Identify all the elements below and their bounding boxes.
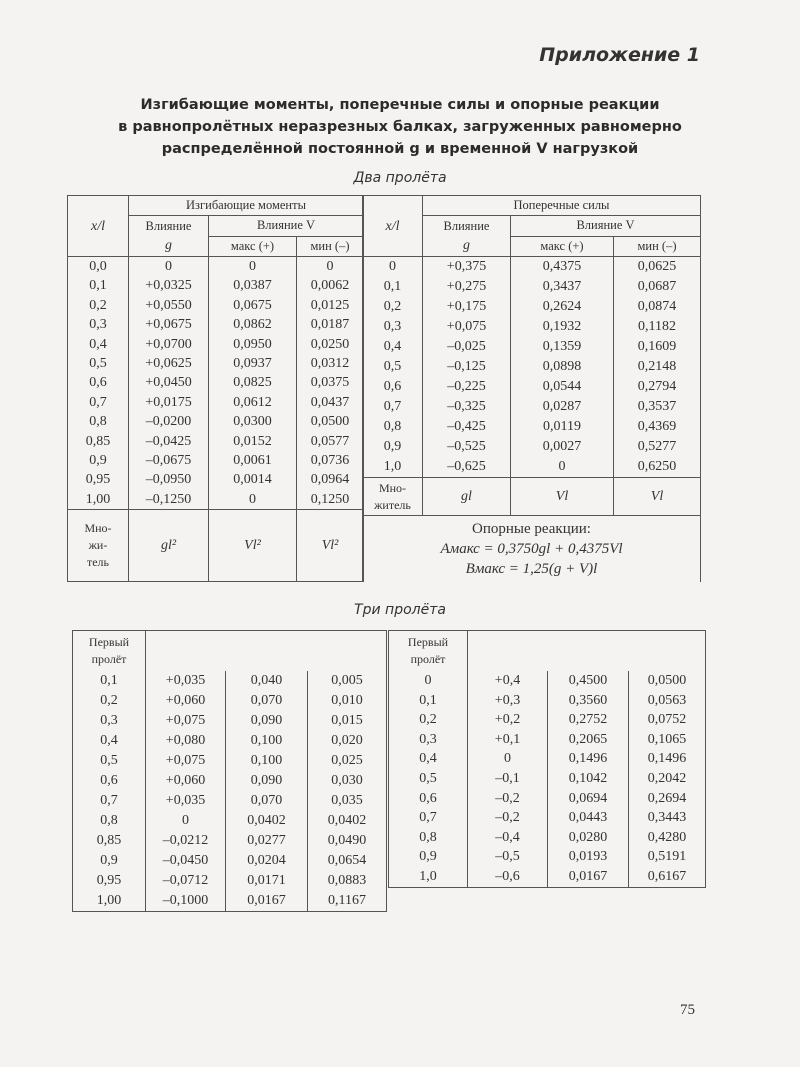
table-cell: 0,1496	[629, 749, 706, 769]
two-span-shear-table	[362, 195, 701, 582]
table-cell: 0,6	[73, 771, 146, 791]
table-cell: 0,2	[68, 296, 129, 315]
table-cell: –0,1	[468, 769, 548, 789]
table-cell: 0,015	[308, 711, 387, 731]
table-cell: 0,1250	[297, 490, 364, 510]
table-cell: 0,0277	[226, 831, 308, 851]
table-cell: 0,5	[389, 769, 468, 789]
table-cell: 0,8	[73, 811, 146, 831]
table-cell: 0,035	[308, 791, 387, 811]
table-cell: 0,4369	[614, 417, 701, 437]
table-cell: 0,0167	[226, 891, 308, 912]
table-cell: –0,0712	[146, 871, 226, 891]
table-cell: 0,4	[68, 335, 129, 354]
table-cell: 0,4	[73, 731, 146, 751]
multiplier-value: Vl²	[297, 510, 364, 582]
table-row	[73, 691, 387, 711]
table-cell: +0,0675	[129, 315, 209, 334]
col-x: x/l	[68, 196, 129, 257]
title-line: Изгибающие моменты, поперечные силы и опорные реакции	[140, 97, 660, 113]
table-cell: 0,2065	[548, 730, 629, 750]
table-cell: 0,030	[308, 771, 387, 791]
table-cell: 0,3437	[511, 277, 614, 297]
table-row	[363, 397, 701, 417]
table-cell: 0,9	[363, 437, 423, 457]
col-min: мин (–)	[297, 236, 364, 257]
table-cell: 0,0204	[226, 851, 308, 871]
multiplier-label: Мно- жи- тель	[68, 510, 129, 582]
table-cell: –0,0950	[129, 470, 209, 489]
table-cell: 0,0500	[629, 671, 706, 691]
table-cell: 1,0	[389, 867, 468, 887]
table-cell: 0,4280	[629, 828, 706, 848]
table-cell: –0,0425	[129, 432, 209, 451]
table-cell: +0,175	[423, 297, 511, 317]
table-cell: 0,0193	[548, 847, 629, 867]
table-cell: 0,0694	[548, 789, 629, 809]
table-cell: 0,090	[226, 771, 308, 791]
table-cell: 0,0950	[209, 335, 297, 354]
table-cell: 0,1182	[614, 317, 701, 337]
title-line: распределённой постоянной g и временной V нагрузкой	[161, 141, 639, 157]
table-row	[68, 393, 364, 412]
table-cell: 0,0119	[511, 417, 614, 437]
table-cell: 0	[209, 257, 297, 277]
table-row	[68, 257, 364, 277]
table-cell: 0,100	[226, 751, 308, 771]
table-cell: 0	[468, 749, 548, 769]
table-cell: 0,025	[308, 751, 387, 771]
table-cell: –0,525	[423, 437, 511, 457]
table-row	[68, 412, 364, 431]
table-cell: +0,0450	[129, 373, 209, 392]
table-cell: 0	[146, 811, 226, 831]
table-row	[73, 891, 387, 912]
table-cell: +0,035	[146, 791, 226, 811]
table-cell: 0,4	[363, 337, 423, 357]
table-cell: 0,0443	[548, 808, 629, 828]
table-cell: 0,0563	[629, 691, 706, 711]
table-cell: 0,0544	[511, 377, 614, 397]
table-cell: 0,0437	[297, 393, 364, 412]
table-cell: 1,00	[73, 891, 146, 912]
table-cell: 0	[209, 490, 297, 510]
table-cell: 0,1065	[629, 730, 706, 750]
multiplier-value: gl	[423, 478, 511, 516]
table-cell: 0,0874	[614, 297, 701, 317]
table-cell: 0,0062	[297, 276, 364, 295]
table-cell: 0,8	[363, 417, 423, 437]
col-max: макс (+)	[511, 236, 614, 257]
table-cell: 1,00	[68, 490, 129, 510]
page-number: 75	[680, 1002, 695, 1018]
table-cell: 0,0490	[308, 831, 387, 851]
table-cell: +0,2	[468, 710, 548, 730]
table-cell: –0,2	[468, 789, 548, 809]
table-cell: +0,075	[423, 317, 511, 337]
table-row	[73, 811, 387, 831]
table-cell: 0,0612	[209, 393, 297, 412]
table-cell: 0,7	[73, 791, 146, 811]
table-row	[363, 337, 701, 357]
table-cell: –0,0450	[146, 851, 226, 871]
table-cell: 0,6	[363, 377, 423, 397]
table-cell: 0,2148	[614, 357, 701, 377]
table-cell: 0,2	[73, 691, 146, 711]
table-cell: 0,090	[226, 711, 308, 731]
table-cell: 0,4375	[511, 257, 614, 278]
table-cell: –0,1000	[146, 891, 226, 912]
table-cell: 0,1	[389, 691, 468, 711]
title-line: в равнопролётных неразрезных балках, загруженных равномерно	[118, 119, 682, 135]
table-cell: 0,0387	[209, 276, 297, 295]
table-cell: +0,275	[423, 277, 511, 297]
table-row	[73, 711, 387, 731]
table-cell: 0,5277	[614, 437, 701, 457]
table-cell: 0,85	[68, 432, 129, 451]
table-cell: 0,3560	[548, 691, 629, 711]
table-cell: +0,075	[146, 751, 226, 771]
table-cell: 0,3443	[629, 808, 706, 828]
table-cell: 0,0625	[614, 257, 701, 278]
table-cell: 0,95	[68, 470, 129, 489]
table-cell: 0,85	[73, 831, 146, 851]
table-cell: 0,1	[68, 276, 129, 295]
table-row	[363, 377, 701, 397]
multiplier-value: Vl	[511, 478, 614, 516]
table-row	[73, 851, 387, 871]
table-row	[68, 470, 364, 489]
table-cell: 0,0964	[297, 470, 364, 489]
multiplier-label: Мно- житель	[363, 478, 423, 516]
table-cell: 0,005	[308, 671, 387, 691]
table-row	[389, 789, 706, 809]
col-v: Влияние V	[209, 216, 364, 237]
col-x: Первый пролёт	[389, 631, 468, 672]
table-cell: –0,025	[423, 337, 511, 357]
table-cell: 0,0312	[297, 354, 364, 373]
table-cell: 0,5	[73, 751, 146, 771]
table-row	[68, 373, 364, 392]
table-cell: 0,8	[389, 828, 468, 848]
table-cell: +0,1	[468, 730, 548, 750]
table-row	[363, 437, 701, 457]
table-cell: 0,1359	[511, 337, 614, 357]
table-cell: 0,0187	[297, 315, 364, 334]
multiplier-value: Vl	[614, 478, 701, 516]
table-cell: 0,2042	[629, 769, 706, 789]
page-title	[0, 94, 800, 160]
table-cell: 0	[389, 671, 468, 691]
table-cell: 0,0736	[297, 451, 364, 470]
table-cell: 0,0280	[548, 828, 629, 848]
table-cell: 0,3	[68, 315, 129, 334]
table-cell: 0,2794	[614, 377, 701, 397]
table-cell: –0,0675	[129, 451, 209, 470]
table-cell: –0,0200	[129, 412, 209, 431]
table-cell: +0,080	[146, 731, 226, 751]
table-cell: 0,7	[389, 808, 468, 828]
table-cell: –0,6	[468, 867, 548, 887]
table-cell: 0,3	[73, 711, 146, 731]
table-row	[363, 297, 701, 317]
table-row	[68, 276, 364, 295]
table-cell: 0,2	[389, 710, 468, 730]
two-span-caption: Два пролёта	[353, 170, 447, 186]
table-cell: +0,0625	[129, 354, 209, 373]
table-cell: 0,9	[389, 847, 468, 867]
table-cell: 0,9	[68, 451, 129, 470]
table-cell: 0,3	[389, 730, 468, 750]
table-cell: 0,0125	[297, 296, 364, 315]
table-cell: 0,0300	[209, 412, 297, 431]
table-cell: 0,0375	[297, 373, 364, 392]
table-cell: 0,0500	[297, 412, 364, 431]
table-cell: 0,0825	[209, 373, 297, 392]
table-cell: 0,0	[68, 257, 129, 277]
three-span-caption: Три пролёта	[354, 602, 446, 618]
table-cell: 0,0898	[511, 357, 614, 377]
table-cell: +0,0550	[129, 296, 209, 315]
reactions-title: Опорные реакции:	[472, 521, 591, 537]
table-cell: 0,0675	[209, 296, 297, 315]
table-row	[73, 751, 387, 771]
table-cell: –0,2	[468, 808, 548, 828]
table-row	[68, 451, 364, 470]
table-cell: 0,7	[68, 393, 129, 412]
table-cell: 0,040	[226, 671, 308, 691]
table-cell: 0,100	[226, 731, 308, 751]
table-row	[73, 871, 387, 891]
col-g: Влияние	[443, 219, 490, 233]
table-cell: 0,0687	[614, 277, 701, 297]
table-cell: –0,4	[468, 828, 548, 848]
table-cell: 0,7	[363, 397, 423, 417]
table-cell: +0,060	[146, 771, 226, 791]
multiplier-value: gl²	[129, 510, 209, 582]
table-row	[389, 828, 706, 848]
table-cell: 0,1167	[308, 891, 387, 912]
table-cell: –0,225	[423, 377, 511, 397]
three-span-shear-table	[388, 630, 706, 888]
table-row	[389, 847, 706, 867]
table-cell: 0,020	[308, 731, 387, 751]
group-header: Поперечные силы	[423, 196, 701, 216]
table-cell: 0,6	[389, 789, 468, 809]
table-row	[68, 354, 364, 373]
table-cell: 0,1496	[548, 749, 629, 769]
col-x: x/l	[363, 196, 423, 257]
table-cell: 0,2624	[511, 297, 614, 317]
table-cell: 0,2	[363, 297, 423, 317]
table-row	[363, 317, 701, 337]
table-row	[389, 808, 706, 828]
table-row	[363, 457, 701, 478]
table-cell: 0	[511, 457, 614, 478]
two-span-moments-table	[67, 195, 364, 582]
table-cell: +0,0175	[129, 393, 209, 412]
table-cell: 0,3	[363, 317, 423, 337]
table-cell: 0,2694	[629, 789, 706, 809]
table-row	[68, 335, 364, 354]
table-cell: +0,3	[468, 691, 548, 711]
table-cell: 0,0937	[209, 354, 297, 373]
table-cell: 0,5191	[629, 847, 706, 867]
table-cell: 0,0402	[226, 811, 308, 831]
table-row	[73, 831, 387, 851]
table-cell: –0,0212	[146, 831, 226, 851]
table-cell: 0,0577	[297, 432, 364, 451]
table-row	[68, 490, 364, 510]
table-cell: +0,4	[468, 671, 548, 691]
table-cell: 0	[297, 257, 364, 277]
table-row	[363, 277, 701, 297]
table-cell: 0,070	[226, 691, 308, 711]
table-row	[68, 315, 364, 334]
support-reactions	[363, 516, 701, 583]
table-row	[389, 730, 706, 750]
table-cell: –0,625	[423, 457, 511, 478]
table-cell: 0,1932	[511, 317, 614, 337]
col-g-symbol: g	[463, 238, 470, 253]
table-cell: 0,0883	[308, 871, 387, 891]
table-cell: 0,0654	[308, 851, 387, 871]
table-cell: 0,0027	[511, 437, 614, 457]
table-row	[389, 671, 706, 691]
table-row	[68, 296, 364, 315]
table-cell: +0,375	[423, 257, 511, 278]
table-row	[389, 749, 706, 769]
table-cell: 0,6167	[629, 867, 706, 887]
table-row	[68, 432, 364, 451]
table-cell: 0	[363, 257, 423, 278]
table-cell: –0,1250	[129, 490, 209, 510]
table-cell: 0,070	[226, 791, 308, 811]
table-row	[389, 710, 706, 730]
table-row	[389, 867, 706, 887]
table-cell: 0,0152	[209, 432, 297, 451]
table-cell: 0,8	[68, 412, 129, 431]
table-cell: 0,0250	[297, 335, 364, 354]
table-cell: 0,0167	[548, 867, 629, 887]
table-cell: 0,4	[389, 749, 468, 769]
reaction-b: Bмакс = 1,25(g + V)l	[465, 561, 598, 577]
table-row	[73, 731, 387, 751]
table-cell: 1,0	[363, 457, 423, 478]
table-cell: 0,1609	[614, 337, 701, 357]
table-cell: 0,0862	[209, 315, 297, 334]
table-row	[363, 357, 701, 377]
table-row	[73, 671, 387, 691]
three-span-moments-table	[72, 630, 387, 912]
col-g: Влияние	[145, 219, 192, 233]
table-cell: 0,95	[73, 871, 146, 891]
table-cell: +0,035	[146, 671, 226, 691]
table-cell: 0,1	[73, 671, 146, 691]
table-cell: +0,0700	[129, 335, 209, 354]
table-row	[389, 691, 706, 711]
table-row	[363, 257, 701, 278]
table-cell: 0,2752	[548, 710, 629, 730]
col-v: Влияние V	[511, 216, 701, 237]
table-cell: 0,0014	[209, 470, 297, 489]
group-header: Изгибающие моменты	[129, 196, 364, 216]
col-max: макс (+)	[209, 236, 297, 257]
table-cell: +0,060	[146, 691, 226, 711]
col-x: Первый пролёт	[73, 631, 146, 672]
appendix-label: Приложение 1	[539, 44, 700, 66]
col-min: мин (–)	[614, 236, 701, 257]
table-cell: 0	[129, 257, 209, 277]
table-cell: 0,1	[363, 277, 423, 297]
table-cell: –0,5	[468, 847, 548, 867]
table-cell: 0,0061	[209, 451, 297, 470]
table-cell: +0,0325	[129, 276, 209, 295]
reaction-a: Aмакс = 0,3750gl + 0,4375Vl	[440, 541, 623, 557]
table-row	[73, 791, 387, 811]
table-row	[73, 771, 387, 791]
table-row	[363, 417, 701, 437]
table-cell: 0,6250	[614, 457, 701, 478]
table-cell: +0,075	[146, 711, 226, 731]
table-cell: 0,0402	[308, 811, 387, 831]
table-cell: –0,125	[423, 357, 511, 377]
table-cell: 0,0171	[226, 871, 308, 891]
table-cell: 0,9	[73, 851, 146, 871]
table-cell: 0,3537	[614, 397, 701, 417]
table-cell: 0,5	[68, 354, 129, 373]
table-cell: –0,325	[423, 397, 511, 417]
table-cell: 0,5	[363, 357, 423, 377]
table-cell: 0,1042	[548, 769, 629, 789]
table-cell: 0,6	[68, 373, 129, 392]
multiplier-value: Vl²	[209, 510, 297, 582]
table-cell: 0,0752	[629, 710, 706, 730]
table-cell: –0,425	[423, 417, 511, 437]
table-cell: 0,4500	[548, 671, 629, 691]
table-cell: 0,0287	[511, 397, 614, 417]
table-row	[389, 769, 706, 789]
table-cell: 0,010	[308, 691, 387, 711]
col-g-symbol: g	[165, 238, 172, 253]
